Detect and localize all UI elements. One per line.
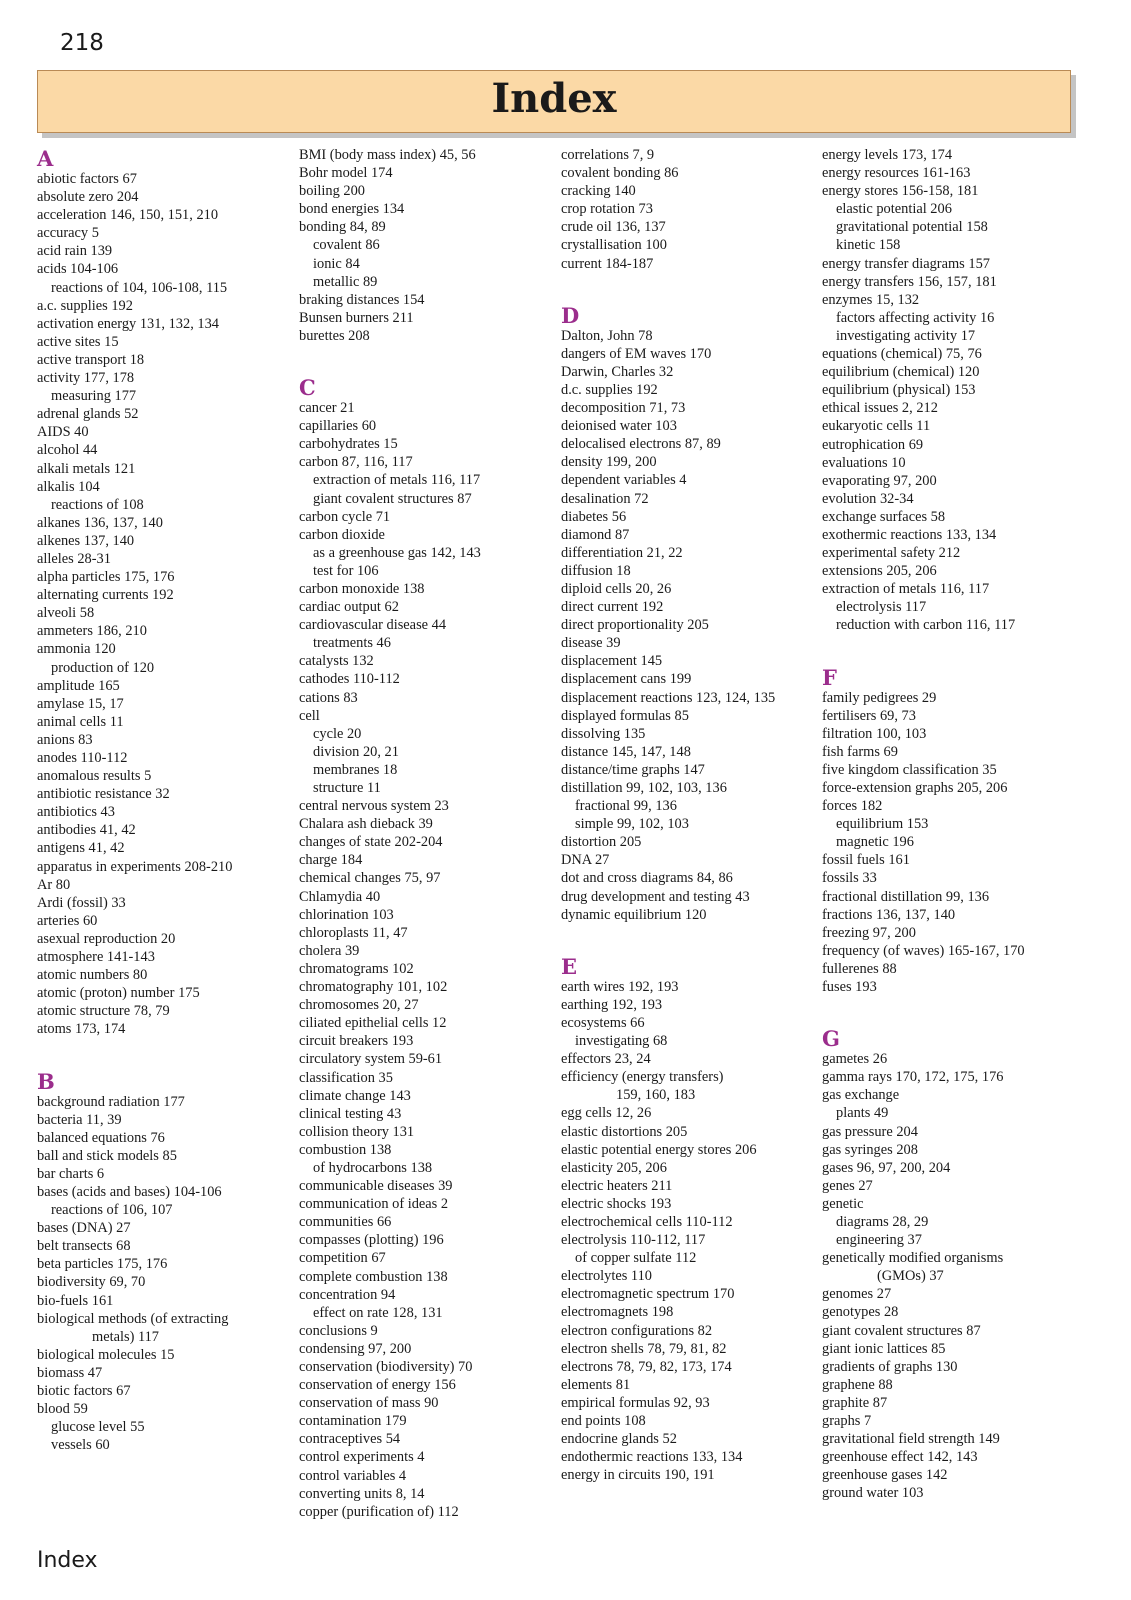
index-subentry: simple 99, 102, 103 bbox=[575, 816, 689, 833]
index-entry: Bunsen burners 211 bbox=[299, 309, 414, 326]
index-entry: alcohol 44 bbox=[37, 442, 98, 459]
index-entry: electric heaters 211 bbox=[561, 1177, 673, 1194]
index-subentry: cycle 20 bbox=[313, 725, 362, 742]
index-entry: displayed formulas 85 bbox=[561, 707, 689, 724]
index-entry: anomalous results 5 bbox=[37, 768, 152, 785]
index-entry: communication of ideas 2 bbox=[299, 1196, 449, 1213]
index-entry: alpha particles 175, 176 bbox=[37, 569, 175, 586]
index-entry: cancer 21 bbox=[299, 400, 355, 417]
index-entry: cardiac output 62 bbox=[299, 599, 399, 616]
index-entry: disease 39 bbox=[561, 635, 621, 652]
index-entry: bio-fuels 161 bbox=[37, 1292, 114, 1309]
index-entry: electromagnets 198 bbox=[561, 1304, 674, 1321]
index-entry: charge 184 bbox=[299, 852, 363, 869]
index-entry: cations 83 bbox=[299, 689, 358, 706]
index-entry: experimental safety 212 bbox=[822, 545, 961, 562]
index-entry: dynamic equilibrium 120 bbox=[561, 906, 707, 923]
index-entry: elastic potential energy stores 206 bbox=[561, 1141, 757, 1158]
index-entry: displacement 145 bbox=[561, 653, 663, 670]
index-entry: freezing 97, 200 bbox=[822, 924, 916, 941]
index-entry: cell bbox=[299, 707, 320, 724]
index-entry: circulatory system 59-61 bbox=[299, 1051, 443, 1068]
index-entry: gametes 26 bbox=[822, 1051, 888, 1068]
index-entry: gradients of graphs 130 bbox=[822, 1358, 958, 1375]
index-entry: braking distances 154 bbox=[299, 291, 425, 308]
index-entry: gamma rays 170, 172, 175, 176 bbox=[822, 1069, 1004, 1086]
index-entry: graphene 88 bbox=[822, 1376, 893, 1393]
index-entry: graphite 87 bbox=[822, 1394, 888, 1411]
index-entry: BMI (body mass index) 45, 56 bbox=[299, 147, 476, 163]
index-entry: graphs 7 bbox=[822, 1413, 872, 1429]
index-entry: alkenes 137, 140 bbox=[37, 532, 135, 549]
index-subentry: engineering 37 bbox=[836, 1232, 922, 1249]
index-entry: eukaryotic cells 11 bbox=[822, 418, 931, 435]
index-entry: density 199, 200 bbox=[561, 454, 657, 471]
index-entry: energy stores 156-158, 181 bbox=[822, 183, 979, 200]
index-entry: capillaries 60 bbox=[299, 418, 377, 435]
index-entry: family pedigrees 29 bbox=[822, 689, 937, 706]
index-entry: atmosphere 141-143 bbox=[37, 949, 155, 966]
index-entry: dangers of EM waves 170 bbox=[561, 345, 712, 362]
index-subentry: reactions of 106, 107 bbox=[51, 1202, 173, 1219]
index-subentry: equilibrium 153 bbox=[836, 816, 929, 833]
index-entry: distance/time graphs 147 bbox=[561, 761, 705, 778]
index-subentry: plants 49 bbox=[836, 1105, 889, 1122]
index-entry: carbon 87, 116, 117 bbox=[299, 454, 413, 471]
index-entry: clinical testing 43 bbox=[299, 1105, 402, 1122]
index-entry: amylase 15, 17 bbox=[37, 695, 124, 712]
index-entry: efficiency (energy transfers) bbox=[561, 1069, 724, 1086]
index-entry: electrons 78, 79, 82, 173, 174 bbox=[561, 1358, 732, 1375]
index-entry: energy resources 161-163 bbox=[822, 165, 971, 182]
index-subentry: measuring 177 bbox=[51, 388, 137, 405]
index-entry: fossil fuels 161 bbox=[822, 852, 910, 869]
index-entry: competition 67 bbox=[299, 1250, 386, 1267]
section-spacer bbox=[561, 924, 811, 954]
index-entry: dot and cross diagrams 84, 86 bbox=[561, 870, 733, 887]
index-entry: control experiments 4 bbox=[299, 1449, 425, 1466]
index-entry: five kingdom classification 35 bbox=[822, 761, 997, 778]
index-entry: antibodies 41, 42 bbox=[37, 822, 136, 839]
index-entry: gas exchange bbox=[822, 1087, 900, 1104]
index-subentry: reactions of 108 bbox=[51, 496, 144, 513]
index-entry-continuation: (GMOs) 37 bbox=[877, 1268, 944, 1285]
index-entry: amplitude 165 bbox=[37, 677, 120, 694]
index-subentry: reduction with carbon 116, 117 bbox=[836, 617, 1016, 634]
index-subentry: as a greenhouse gas 142, 143 bbox=[313, 544, 481, 561]
index-entry: distance 145, 147, 148 bbox=[561, 743, 691, 760]
index-entry: chlorination 103 bbox=[299, 906, 394, 923]
index-subentry: investigating 68 bbox=[575, 1033, 668, 1050]
index-subentry: investigating activity 17 bbox=[836, 327, 976, 344]
index-entry: direct proportionality 205 bbox=[561, 617, 709, 634]
section-letter-a: A bbox=[37, 146, 54, 171]
index-entry: acid rain 139 bbox=[37, 243, 113, 260]
index-entry: chemical changes 75, 97 bbox=[299, 870, 441, 887]
section-spacer bbox=[299, 345, 549, 375]
index-entry: evaluations 10 bbox=[822, 454, 906, 471]
index-entry: Chlamydia 40 bbox=[299, 888, 381, 905]
index-entry: chloroplasts 11, 47 bbox=[299, 924, 408, 941]
index-entry: animal cells 11 bbox=[37, 713, 124, 730]
index-entry: contamination 179 bbox=[299, 1413, 407, 1430]
index-entry: fertilisers 69, 73 bbox=[822, 707, 916, 724]
index-entry-continuation: 159, 160, 183 bbox=[616, 1087, 696, 1104]
section-spacer bbox=[37, 1039, 287, 1069]
index-entry: Bohr model 174 bbox=[299, 165, 393, 182]
index-entry: beta particles 175, 176 bbox=[37, 1256, 168, 1273]
index-entry: distortion 205 bbox=[561, 834, 642, 851]
index-subentry: production of 120 bbox=[51, 659, 155, 676]
index-entry: eutrophication 69 bbox=[822, 436, 924, 453]
index-entry: cathodes 110-112 bbox=[299, 671, 400, 688]
index-subentry: of copper sulfate 112 bbox=[575, 1250, 697, 1267]
index-entry: dissolving 135 bbox=[561, 725, 646, 742]
index-entry: concentration 94 bbox=[299, 1286, 396, 1303]
index-entry: fractional distillation 99, 136 bbox=[822, 888, 990, 905]
index-entry: genotypes 28 bbox=[822, 1304, 899, 1321]
index-subentry: diagrams 28, 29 bbox=[836, 1213, 929, 1230]
index-subentry: reactions of 104, 106-108, 115 bbox=[51, 279, 228, 296]
index-entry: empirical formulas 92, 93 bbox=[561, 1394, 710, 1411]
index-entry: background radiation 177 bbox=[37, 1093, 185, 1110]
index-entry: bases (DNA) 27 bbox=[37, 1220, 131, 1237]
section-letter-g: G bbox=[822, 1026, 840, 1052]
index-entry: antibiotic resistance 32 bbox=[37, 786, 170, 803]
index-entry: cardiovascular disease 44 bbox=[299, 617, 447, 634]
section-spacer bbox=[561, 273, 811, 303]
index-entry: deionised water 103 bbox=[561, 418, 677, 435]
index-entry: antibiotics 43 bbox=[37, 804, 115, 821]
index-entry: gas pressure 204 bbox=[822, 1123, 918, 1140]
index-subentry: structure 11 bbox=[313, 780, 381, 796]
index-subentry: vessels 60 bbox=[51, 1437, 110, 1454]
index-subentry: of hydrocarbons 138 bbox=[313, 1159, 433, 1176]
index-entry: ammeters 186, 210 bbox=[37, 623, 147, 640]
index-entry: communicable diseases 39 bbox=[299, 1178, 453, 1195]
index-entry: cholera 39 bbox=[299, 942, 360, 959]
index-entry: effectors 23, 24 bbox=[561, 1051, 651, 1068]
index-entry: communities 66 bbox=[299, 1214, 392, 1231]
index-entry: biotic factors 67 bbox=[37, 1383, 131, 1399]
index-entry: condensing 97, 200 bbox=[299, 1340, 412, 1357]
index-entry: chromatography 101, 102 bbox=[299, 979, 448, 996]
index-entry: equations (chemical) 75, 76 bbox=[822, 346, 982, 363]
section-letter-c: C bbox=[299, 375, 316, 401]
index-entry: absolute zero 204 bbox=[37, 189, 139, 206]
index-entry: carbon cycle 71 bbox=[299, 508, 391, 525]
index-entry: evaporating 97, 200 bbox=[822, 472, 937, 489]
index-subentry: glucose level 55 bbox=[51, 1419, 145, 1436]
index-entry-continuation: metals) 117 bbox=[92, 1328, 160, 1345]
index-entry: genes 27 bbox=[822, 1177, 873, 1194]
index-entry: belt transects 68 bbox=[37, 1238, 131, 1255]
index-subentry: extraction of metals 116, 117 bbox=[313, 472, 481, 489]
index-entry: chromosomes 20, 27 bbox=[299, 997, 419, 1014]
index-entry: fractions 136, 137, 140 bbox=[822, 906, 956, 923]
index-entry: fullerenes 88 bbox=[822, 960, 897, 977]
index-subentry: electrolysis 117 bbox=[836, 599, 927, 616]
index-subentry: magnetic 196 bbox=[836, 834, 914, 851]
index-entry: conservation of energy 156 bbox=[299, 1377, 456, 1394]
index-entry: Chalara ash dieback 39 bbox=[299, 816, 433, 833]
index-entry: activity 177, 178 bbox=[37, 370, 135, 387]
index-entry: end points 108 bbox=[561, 1413, 646, 1429]
index-entry: collision theory 131 bbox=[299, 1123, 415, 1140]
index-entry: genetic bbox=[822, 1195, 864, 1212]
index-entry: ecosystems 66 bbox=[561, 1014, 645, 1031]
index-entry: biomass 47 bbox=[37, 1364, 103, 1381]
index-subentry: factors affecting activity 16 bbox=[836, 309, 995, 326]
index-entry: gravitational field strength 149 bbox=[822, 1431, 1000, 1448]
section-spacer bbox=[822, 635, 1072, 665]
index-entry: bond energies 134 bbox=[299, 201, 405, 218]
index-entry: changes of state 202-204 bbox=[299, 834, 443, 851]
index-entry: AIDS 40 bbox=[37, 424, 89, 441]
index-entry: atomic (proton) number 175 bbox=[37, 985, 200, 1002]
index-entry: acceleration 146, 150, 151, 210 bbox=[37, 207, 219, 224]
index-entry: decomposition 71, 73 bbox=[561, 400, 686, 417]
index-entry: balanced equations 76 bbox=[37, 1129, 165, 1146]
index-entry: atomic numbers 80 bbox=[37, 967, 148, 984]
index-entry: acids 104-106 bbox=[37, 261, 119, 278]
index-subentry: test for 106 bbox=[313, 562, 379, 579]
index-entry: electrochemical cells 110-112 bbox=[561, 1213, 733, 1230]
index-entry: chromatograms 102 bbox=[299, 960, 414, 977]
index-entry: ethical issues 2, 212 bbox=[822, 400, 938, 417]
index-entry: conclusions 9 bbox=[299, 1322, 378, 1339]
index-entry: alternating currents 192 bbox=[37, 587, 174, 604]
index-entry: energy in circuits 190, 191 bbox=[561, 1467, 715, 1484]
index-entry: Ardi (fossil) 33 bbox=[37, 894, 126, 911]
index-entry: ciliated epithelial cells 12 bbox=[299, 1015, 447, 1032]
index-entry: compasses (plotting) 196 bbox=[299, 1232, 444, 1249]
index-column-2 bbox=[299, 146, 549, 1521]
index-subentry: division 20, 21 bbox=[313, 743, 399, 760]
index-entry: displacement cans 199 bbox=[561, 671, 692, 688]
index-column-4 bbox=[822, 146, 1072, 1502]
index-subentry: kinetic 158 bbox=[836, 237, 901, 254]
index-entry: adrenal glands 52 bbox=[37, 406, 139, 423]
index-entry: climate change 143 bbox=[299, 1087, 411, 1104]
index-entry: direct current 192 bbox=[561, 599, 664, 616]
index-entry: crude oil 136, 137 bbox=[561, 219, 666, 236]
page-number: 218 bbox=[60, 30, 104, 56]
index-entry: gas syringes 208 bbox=[822, 1141, 918, 1158]
index-entry: alleles 28-31 bbox=[37, 550, 111, 567]
section-letter-e: E bbox=[561, 953, 578, 979]
index-entry: energy levels 173, 174 bbox=[822, 147, 953, 163]
index-entry: anions 83 bbox=[37, 731, 93, 748]
index-entry: d.c. supplies 192 bbox=[561, 381, 658, 398]
index-entry: correlations 7, 9 bbox=[561, 147, 655, 163]
index-entry: bonding 84, 89 bbox=[299, 219, 386, 236]
index-entry: bases (acids and bases) 104-106 bbox=[37, 1183, 222, 1200]
index-entry: evolution 32-34 bbox=[822, 490, 914, 507]
index-entry: complete combustion 138 bbox=[299, 1268, 448, 1285]
index-entry: active sites 15 bbox=[37, 333, 119, 350]
index-entry: control variables 4 bbox=[299, 1467, 407, 1484]
index-entry: conservation of mass 90 bbox=[299, 1395, 439, 1412]
index-subentry: gravitational potential 158 bbox=[836, 219, 988, 236]
section-spacer bbox=[822, 996, 1072, 1026]
index-entry: greenhouse gases 142 bbox=[822, 1467, 948, 1484]
index-entry: diamond 87 bbox=[561, 526, 630, 543]
index-subentry: fractional 99, 136 bbox=[575, 798, 677, 815]
index-entry: genomes 27 bbox=[822, 1286, 892, 1303]
index-entry: anodes 110-112 bbox=[37, 750, 128, 766]
index-entry: apparatus in experiments 208-210 bbox=[37, 858, 233, 875]
index-entry: copper (purification of) 112 bbox=[299, 1503, 459, 1520]
index-entry: catalysts 132 bbox=[299, 653, 374, 670]
index-entry: elasticity 205, 206 bbox=[561, 1159, 667, 1176]
index-entry: greenhouse effect 142, 143 bbox=[822, 1449, 978, 1466]
index-entry: blood 59 bbox=[37, 1401, 88, 1418]
index-entry: alkali metals 121 bbox=[37, 460, 136, 477]
index-entry: egg cells 12, 26 bbox=[561, 1105, 652, 1122]
index-entry: ground water 103 bbox=[822, 1485, 924, 1502]
index-entry: electron configurations 82 bbox=[561, 1322, 713, 1339]
index-entry: carbon monoxide 138 bbox=[299, 580, 425, 597]
index-entry: fish farms 69 bbox=[822, 743, 898, 760]
index-entry: burettes 208 bbox=[299, 327, 370, 344]
index-entry: covalent bonding 86 bbox=[561, 165, 679, 182]
index-entry: energy transfers 156, 157, 181 bbox=[822, 273, 997, 290]
index-entry: alkanes 136, 137, 140 bbox=[37, 514, 163, 531]
index-entry: biological methods (of extracting bbox=[37, 1310, 229, 1327]
index-subentry: covalent 86 bbox=[313, 237, 380, 254]
index-entry: biodiversity 69, 70 bbox=[37, 1274, 146, 1291]
index-entry: Ar 80 bbox=[37, 876, 71, 893]
index-entry: filtration 100, 103 bbox=[822, 725, 927, 742]
index-entry: converting units 8, 14 bbox=[299, 1485, 425, 1502]
index-entry: antigens 41, 42 bbox=[37, 840, 125, 857]
index-entry: earthing 192, 193 bbox=[561, 996, 663, 1013]
index-entry: bacteria 11, 39 bbox=[37, 1111, 122, 1128]
index-entry: extraction of metals 116, 117 bbox=[822, 581, 990, 598]
index-entry: enzymes 15, 132 bbox=[822, 291, 920, 308]
index-entry: atoms 173, 174 bbox=[37, 1021, 126, 1038]
index-entry: atomic structure 78, 79 bbox=[37, 1003, 170, 1020]
index-entry: alveoli 58 bbox=[37, 605, 95, 622]
index-entry: desalination 72 bbox=[561, 490, 649, 507]
index-entry: circuit breakers 193 bbox=[299, 1033, 414, 1050]
index-subentry: giant covalent structures 87 bbox=[313, 490, 472, 507]
index-entry: giant covalent structures 87 bbox=[822, 1322, 981, 1339]
index-entry: genetically modified organisms bbox=[822, 1250, 1004, 1267]
index-entry: energy transfer diagrams 157 bbox=[822, 255, 990, 272]
index-entry: biological molecules 15 bbox=[37, 1346, 175, 1363]
index-subentry: metallic 89 bbox=[313, 273, 378, 290]
index-entry: diffusion 18 bbox=[561, 562, 631, 579]
index-entry: crop rotation 73 bbox=[561, 201, 653, 218]
index-entry: force-extension graphs 205, 206 bbox=[822, 780, 1008, 796]
index-entry: endocrine glands 52 bbox=[561, 1431, 677, 1448]
index-entry: elastic distortions 205 bbox=[561, 1123, 688, 1140]
index-entry: equilibrium (chemical) 120 bbox=[822, 364, 980, 381]
index-entry: alkalis 104 bbox=[37, 478, 100, 495]
index-entry: asexual reproduction 20 bbox=[37, 930, 176, 947]
index-entry: crystallisation 100 bbox=[561, 237, 667, 254]
footer-section-label: Index bbox=[37, 1548, 98, 1573]
index-entry: delocalised electrons 87, 89 bbox=[561, 436, 721, 453]
section-letter-b: B bbox=[37, 1068, 55, 1094]
index-entry: extensions 205, 206 bbox=[822, 563, 937, 580]
index-entry: electron shells 78, 79, 81, 82 bbox=[561, 1340, 727, 1357]
index-entry: classification 35 bbox=[299, 1069, 393, 1086]
index-entry: electromagnetic spectrum 170 bbox=[561, 1286, 735, 1303]
index-entry: elements 81 bbox=[561, 1376, 631, 1393]
index-entry: current 184-187 bbox=[561, 255, 654, 272]
index-entry: electrolytes 110 bbox=[561, 1268, 652, 1285]
index-entry: arteries 60 bbox=[37, 912, 98, 929]
index-entry: carbon dioxide bbox=[299, 526, 385, 543]
index-entry: fuses 193 bbox=[822, 979, 877, 996]
index-entry: dependent variables 4 bbox=[561, 472, 687, 489]
index-entry: a.c. supplies 192 bbox=[37, 297, 133, 314]
index-subentry: effect on rate 128, 131 bbox=[313, 1304, 443, 1321]
index-subentry: treatments 46 bbox=[313, 635, 391, 652]
index-entry: active transport 18 bbox=[37, 351, 145, 368]
index-subentry: elastic potential 206 bbox=[836, 201, 952, 218]
index-entry: carbohydrates 15 bbox=[299, 436, 398, 453]
index-column-3 bbox=[561, 146, 811, 1484]
index-entry: electric shocks 193 bbox=[561, 1195, 672, 1212]
index-entry: diploid cells 20, 26 bbox=[561, 580, 672, 597]
index-entry: fossils 33 bbox=[822, 870, 877, 887]
index-entry: electrolysis 110-112, 117 bbox=[561, 1232, 706, 1249]
index-column-1 bbox=[37, 146, 287, 1454]
index-entry: bar charts 6 bbox=[37, 1165, 105, 1182]
index-entry: displacement reactions 123, 124, 135 bbox=[561, 689, 776, 706]
index-subentry: ionic 84 bbox=[313, 255, 360, 272]
index-entry: accuracy 5 bbox=[37, 225, 99, 242]
index-entry: gases 96, 97, 200, 204 bbox=[822, 1159, 951, 1176]
index-entry: forces 182 bbox=[822, 798, 883, 815]
index-entry: frequency (of waves) 165-167, 170 bbox=[822, 942, 1025, 959]
index-entry: combustion 138 bbox=[299, 1141, 392, 1158]
section-letter-d: D bbox=[561, 302, 580, 328]
index-entry: earth wires 192, 193 bbox=[561, 978, 679, 995]
index-entry: contraceptives 54 bbox=[299, 1431, 401, 1448]
index-entry: equilibrium (physical) 153 bbox=[822, 382, 976, 399]
index-entry: diabetes 56 bbox=[561, 508, 627, 525]
index-entry: exothermic reactions 133, 134 bbox=[822, 526, 997, 543]
index-entry: endothermic reactions 133, 134 bbox=[561, 1449, 743, 1466]
index-entry: ball and stick models 85 bbox=[37, 1147, 177, 1164]
index-entry: giant ionic lattices 85 bbox=[822, 1340, 946, 1357]
index-entry: ammonia 120 bbox=[37, 641, 116, 658]
index-entry: drug development and testing 43 bbox=[561, 888, 750, 905]
page-title: Index bbox=[491, 75, 617, 122]
index-entry: boiling 200 bbox=[299, 183, 365, 200]
index-entry: cracking 140 bbox=[561, 183, 636, 200]
index-entry: Dalton, John 78 bbox=[561, 327, 653, 344]
index-entry: activation energy 131, 132, 134 bbox=[37, 315, 219, 332]
title-banner bbox=[37, 70, 1071, 133]
index-entry: DNA 27 bbox=[561, 852, 610, 869]
index-entry: differentiation 21, 22 bbox=[561, 544, 683, 561]
index-entry: Darwin, Charles 32 bbox=[561, 363, 674, 380]
index-entry: distillation 99, 102, 103, 136 bbox=[561, 780, 727, 796]
index-entry: exchange surfaces 58 bbox=[822, 508, 946, 525]
index-subentry: membranes 18 bbox=[313, 761, 398, 778]
index-entry: abiotic factors 67 bbox=[37, 171, 137, 187]
index-entry: conservation (biodiversity) 70 bbox=[299, 1359, 473, 1375]
index-entry: central nervous system 23 bbox=[299, 798, 449, 815]
section-letter-f: F bbox=[822, 664, 837, 690]
